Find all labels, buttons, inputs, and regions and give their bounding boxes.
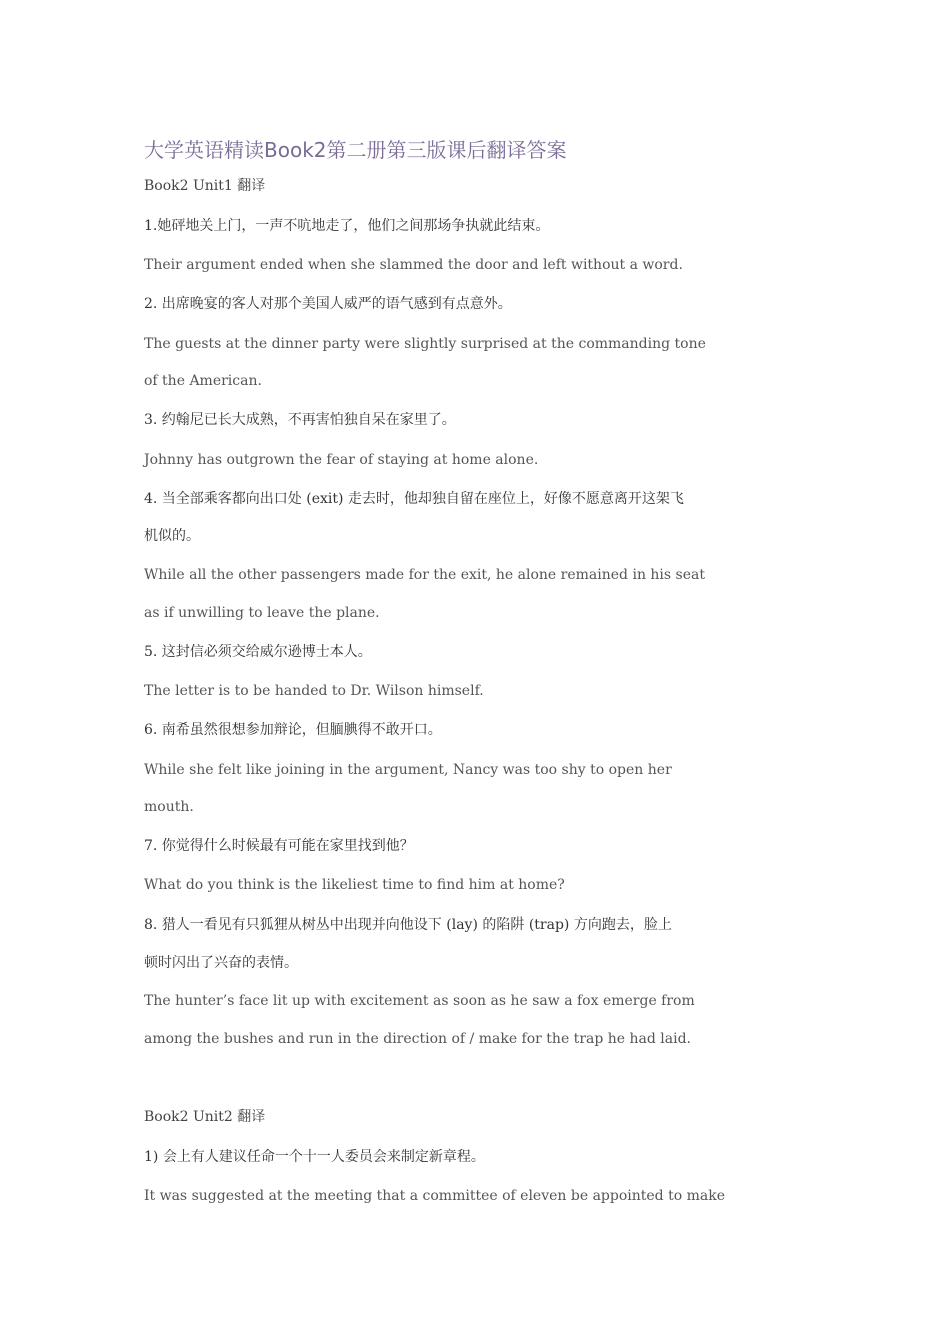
unit1-item4-zh-line2: 机似的。 (144, 528, 200, 544)
document-title: 大学英语精读Book2第二册第三版课后翻译答案 (144, 138, 567, 162)
unit1-item4-zh-line1: 4. 当全部乘客都向出口处 (exit) 走去时，他却独自留在座位上，好像不愿意离开这架飞 (144, 491, 684, 507)
unit1-item4-en-line1: While all the other passengers made for the exit, he alone remained in his seat (144, 567, 705, 583)
unit1-item2-zh: 2. 出席晚宴的客人对那个美国人威严的语气感到有点意外。 (144, 296, 512, 312)
unit2-heading: Book2 Unit2 翻译 (144, 1109, 266, 1125)
unit1-item2-en-line1: The guests at the dinner party were slightly surprised at the commanding tone (144, 336, 706, 352)
unit1-item5-zh: 5. 这封信必须交给威尔逊博士本人。 (144, 644, 372, 660)
unit1-item6-zh: 6. 南希虽然很想参加辩论，但腼腆得不敢开口。 (144, 722, 442, 738)
unit1-item3-zh: 3. 约翰尼已长大成熟，不再害怕独自呆在家里了。 (144, 412, 456, 428)
unit1-item2-en-line2: of the American. (144, 373, 262, 389)
unit1-item1-zh: 1.她砰地关上门，一声不吭地走了，他们之间那场争执就此结束。 (144, 218, 550, 234)
unit1-item8-zh-line1: 8. 猎人一看见有只狐狸从树丛中出现并向他设下 (lay) 的陷阱 (trap) 方向跑去，脸上 (144, 917, 672, 933)
unit2-item1-en: It was suggested at the meeting that a committee of eleven be appointed to make (144, 1188, 725, 1204)
unit1-item3-en: Johnny has outgrown the fear of staying at home alone. (144, 452, 539, 468)
unit1-item8-en-line1: The hunter’s face lit up with excitement as soon as he saw a fox emerge from (144, 993, 695, 1009)
unit1-item5-en: The letter is to be handed to Dr. Wilson himself. (144, 683, 484, 699)
unit1-item8-en-line2: among the bushes and run in the direction of / make for the trap he had laid. (144, 1031, 692, 1047)
unit1-item6-en-line1: While she felt like joining in the argument, Nancy was too shy to open her (144, 762, 672, 778)
unit1-item6-en-line2: mouth. (144, 799, 194, 815)
unit1-item7-en: What do you think is the likeliest time to find him at home? (144, 877, 565, 893)
unit1-item1-en: Their argument ended when she slammed the door and left without a word. (144, 257, 683, 273)
unit1-item8-zh-line2: 顿时闪出了兴奋的表情。 (144, 955, 298, 971)
unit2-item1-zh: 1) 会上有人建议任命一个十一人委员会来制定新章程。 (144, 1149, 485, 1165)
unit1-item7-zh: 7. 你觉得什么时候最有可能在家里找到他？ (144, 838, 414, 854)
unit1-heading: Book2 Unit1 翻译 (144, 178, 266, 194)
unit1-item4-en-line2: as if unwilling to leave the plane. (144, 605, 380, 621)
